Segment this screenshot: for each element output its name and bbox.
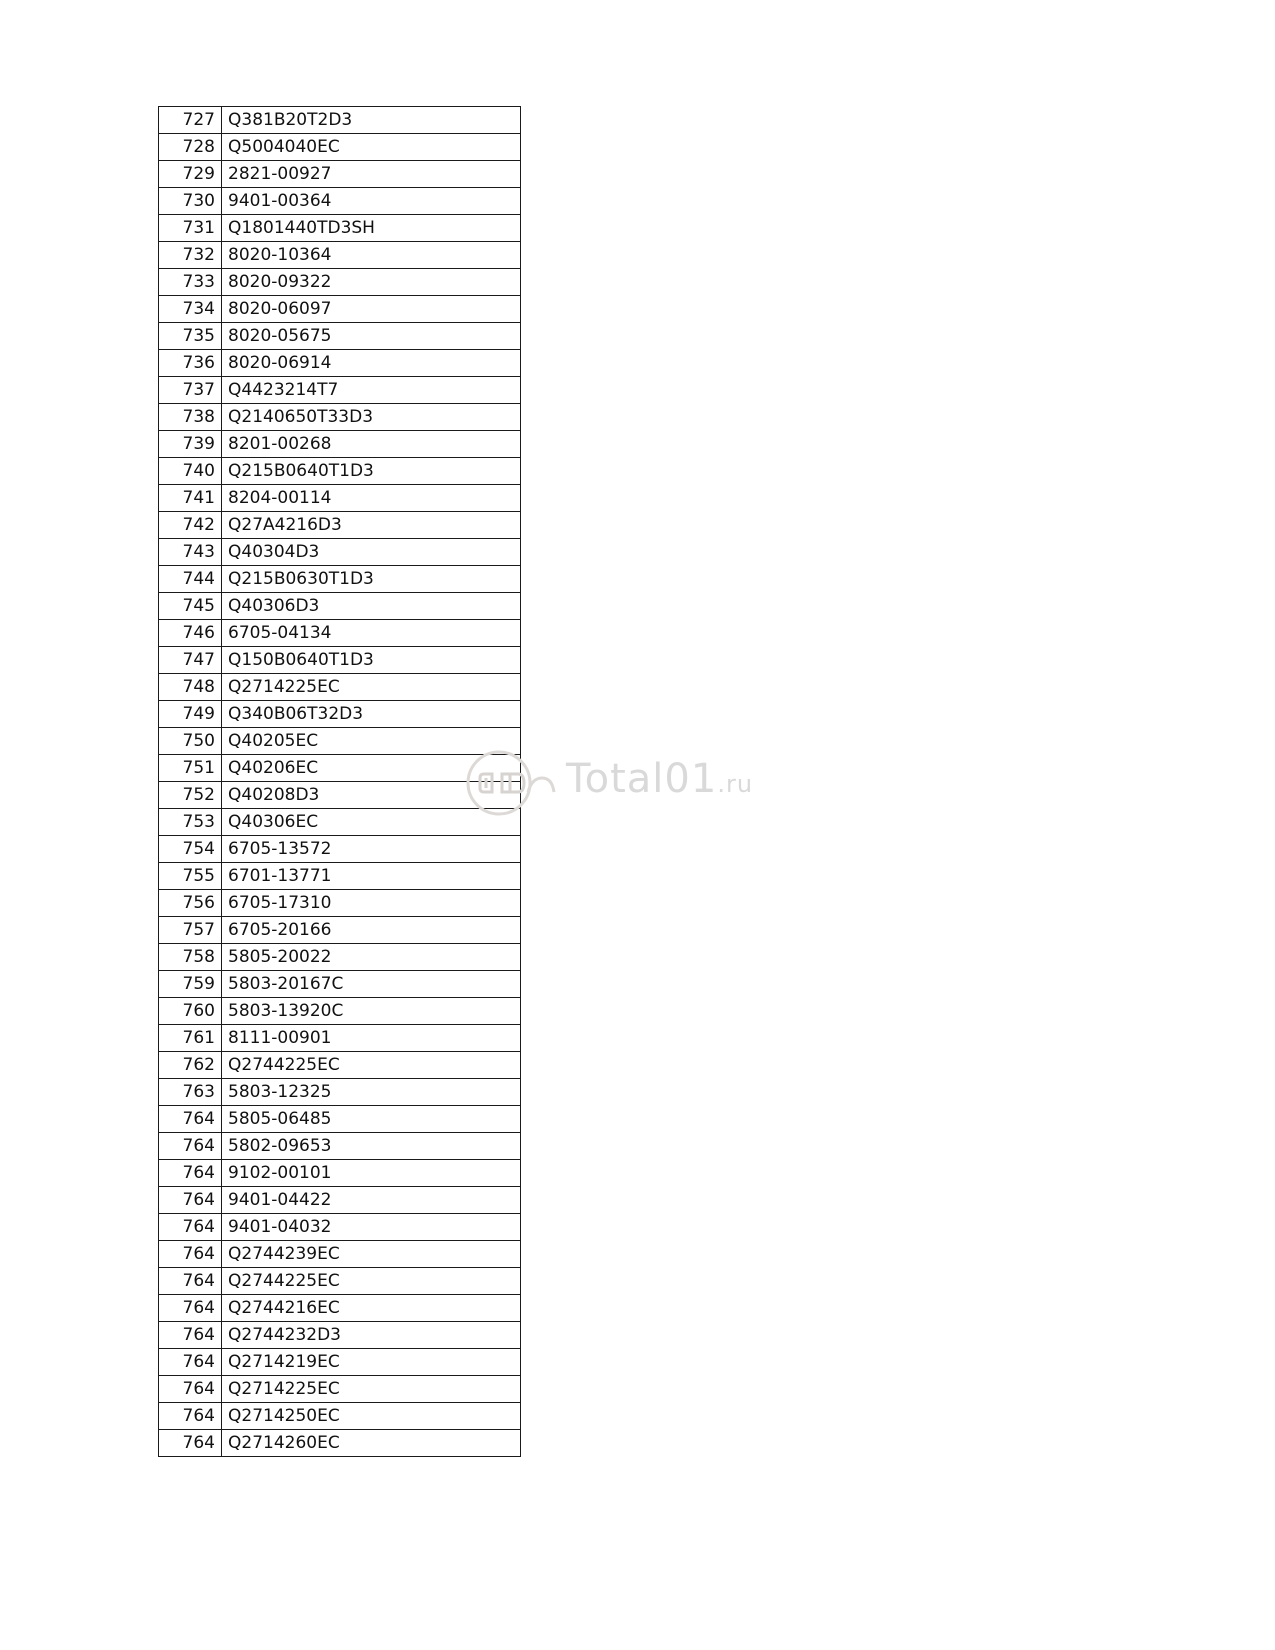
row-number-cell: 764 [159, 1241, 222, 1268]
row-number-cell: 763 [159, 1079, 222, 1106]
part-code-cell: 5803-13920C [222, 998, 521, 1025]
row-number-cell: 733 [159, 269, 222, 296]
part-code-cell: 2821-00927 [222, 161, 521, 188]
part-code-cell: Q40205EC [222, 728, 521, 755]
row-number-cell: 734 [159, 296, 222, 323]
table-row [159, 809, 521, 836]
part-code-cell: Q215B0640T1D3 [222, 458, 521, 485]
row-number-cell: 743 [159, 539, 222, 566]
table-row [159, 377, 521, 404]
row-number-cell: 732 [159, 242, 222, 269]
row-number-cell: 764 [159, 1268, 222, 1295]
part-code-cell: Q27A4216D3 [222, 512, 521, 539]
parts-table-body [159, 107, 521, 1457]
part-code-cell: 8111-00901 [222, 1025, 521, 1052]
row-number-cell: 744 [159, 566, 222, 593]
table-row [159, 701, 521, 728]
row-number-cell: 750 [159, 728, 222, 755]
part-code-cell: 9102-00101 [222, 1160, 521, 1187]
part-code-cell: 8201-00268 [222, 431, 521, 458]
row-number-cell: 736 [159, 350, 222, 377]
row-number-cell: 764 [159, 1403, 222, 1430]
table-row [159, 215, 521, 242]
table-row [159, 269, 521, 296]
table-row [159, 539, 521, 566]
row-number-cell: 747 [159, 647, 222, 674]
table-row [159, 674, 521, 701]
table-row [159, 1322, 521, 1349]
table-row [159, 755, 521, 782]
table-row [159, 1349, 521, 1376]
table-row [159, 404, 521, 431]
part-code-cell: 5803-20167C [222, 971, 521, 998]
row-number-cell: 764 [159, 1376, 222, 1403]
row-number-cell: 754 [159, 836, 222, 863]
table-row [159, 296, 521, 323]
part-code-cell: 8020-06097 [222, 296, 521, 323]
part-code-cell: Q2744225EC [222, 1268, 521, 1295]
row-number-cell: 728 [159, 134, 222, 161]
part-code-cell: Q2714260EC [222, 1430, 521, 1457]
row-number-cell: 727 [159, 107, 222, 134]
watermark-suffix: .ru [717, 770, 754, 798]
row-number-cell: 753 [159, 809, 222, 836]
part-code-cell: 6705-04134 [222, 620, 521, 647]
part-code-cell: 9401-04032 [222, 1214, 521, 1241]
part-code-cell: Q2714225EC [222, 674, 521, 701]
row-number-cell: 762 [159, 1052, 222, 1079]
row-number-cell: 758 [159, 944, 222, 971]
row-number-cell: 731 [159, 215, 222, 242]
part-code-cell: 6705-20166 [222, 917, 521, 944]
part-code-cell: Q1801440TD3SH [222, 215, 521, 242]
table-row [159, 458, 521, 485]
row-number-cell: 751 [159, 755, 222, 782]
row-number-cell: 748 [159, 674, 222, 701]
part-code-cell: 6705-13572 [222, 836, 521, 863]
part-code-cell: Q2744239EC [222, 1241, 521, 1268]
table-row [159, 863, 521, 890]
row-number-cell: 730 [159, 188, 222, 215]
part-code-cell: Q40208D3 [222, 782, 521, 809]
table-row [159, 431, 521, 458]
row-number-cell: 764 [159, 1214, 222, 1241]
part-code-cell: 6705-17310 [222, 890, 521, 917]
part-code-cell: Q215B0630T1D3 [222, 566, 521, 593]
row-number-cell: 739 [159, 431, 222, 458]
row-number-cell: 760 [159, 998, 222, 1025]
part-code-cell: 8020-09322 [222, 269, 521, 296]
part-code-cell: Q340B06T32D3 [222, 701, 521, 728]
row-number-cell: 764 [159, 1187, 222, 1214]
part-code-cell: 8020-05675 [222, 323, 521, 350]
part-code-cell: 5805-06485 [222, 1106, 521, 1133]
table-row [159, 647, 521, 674]
table-row [159, 512, 521, 539]
row-number-cell: 761 [159, 1025, 222, 1052]
table-row [159, 1133, 521, 1160]
row-number-cell: 764 [159, 1322, 222, 1349]
part-code-cell: Q381B20T2D3 [222, 107, 521, 134]
part-code-cell: Q2714225EC [222, 1376, 521, 1403]
row-number-cell: 764 [159, 1133, 222, 1160]
part-code-cell: Q40206EC [222, 755, 521, 782]
table-row [159, 1241, 521, 1268]
part-code-cell: Q2744216EC [222, 1295, 521, 1322]
part-code-cell: Q4423214T7 [222, 377, 521, 404]
table-row [159, 242, 521, 269]
part-code-cell: 8204-00114 [222, 485, 521, 512]
table-row [159, 944, 521, 971]
part-code-cell: Q2140650T33D3 [222, 404, 521, 431]
row-number-cell: 752 [159, 782, 222, 809]
row-number-cell: 764 [159, 1349, 222, 1376]
table-row [159, 782, 521, 809]
part-code-cell: Q2714219EC [222, 1349, 521, 1376]
table-row [159, 107, 521, 134]
table-row [159, 566, 521, 593]
parts-table [158, 106, 521, 1457]
part-code-cell: Q2714250EC [222, 1403, 521, 1430]
table-row [159, 1430, 521, 1457]
part-code-cell: 5805-20022 [222, 944, 521, 971]
row-number-cell: 757 [159, 917, 222, 944]
table-row [159, 485, 521, 512]
part-code-cell: Q5004040EC [222, 134, 521, 161]
row-number-cell: 764 [159, 1106, 222, 1133]
part-code-cell: 8020-06914 [222, 350, 521, 377]
row-number-cell: 742 [159, 512, 222, 539]
part-code-cell: Q40304D3 [222, 539, 521, 566]
row-number-cell: 759 [159, 971, 222, 998]
part-code-cell: Q2744225EC [222, 1052, 521, 1079]
table-row [159, 836, 521, 863]
row-number-cell: 756 [159, 890, 222, 917]
part-code-cell: Q40306EC [222, 809, 521, 836]
table-row [159, 593, 521, 620]
table-row [159, 1079, 521, 1106]
watermark-text [566, 756, 753, 802]
row-number-cell: 740 [159, 458, 222, 485]
table-row [159, 323, 521, 350]
part-code-cell: 9401-00364 [222, 188, 521, 215]
part-code-cell: 9401-04422 [222, 1187, 521, 1214]
row-number-cell: 745 [159, 593, 222, 620]
table-row [159, 1052, 521, 1079]
table-row [159, 728, 521, 755]
table-row [159, 1268, 521, 1295]
row-number-cell: 741 [159, 485, 222, 512]
watermark-brand: Total01 [566, 756, 718, 802]
row-number-cell: 764 [159, 1295, 222, 1322]
row-number-cell: 746 [159, 620, 222, 647]
row-number-cell: 729 [159, 161, 222, 188]
row-number-cell: 764 [159, 1430, 222, 1457]
table-row [159, 1403, 521, 1430]
part-code-cell: 6701-13771 [222, 863, 521, 890]
part-code-cell: 8020-10364 [222, 242, 521, 269]
table-row [159, 350, 521, 377]
table-row [159, 161, 521, 188]
part-code-cell: Q2744232D3 [222, 1322, 521, 1349]
table-row [159, 1160, 521, 1187]
table-row [159, 998, 521, 1025]
row-number-cell: 738 [159, 404, 222, 431]
table-row [159, 1187, 521, 1214]
part-code-cell: 5802-09653 [222, 1133, 521, 1160]
row-number-cell: 755 [159, 863, 222, 890]
table-row [159, 1025, 521, 1052]
table-row [159, 971, 521, 998]
row-number-cell: 737 [159, 377, 222, 404]
table-row [159, 917, 521, 944]
part-code-cell: Q150B0640T1D3 [222, 647, 521, 674]
table-row [159, 134, 521, 161]
row-number-cell: 764 [159, 1160, 222, 1187]
part-code-cell: 5803-12325 [222, 1079, 521, 1106]
table-row [159, 1295, 521, 1322]
row-number-cell: 749 [159, 701, 222, 728]
table-row [159, 1376, 521, 1403]
table-row [159, 188, 521, 215]
table-row [159, 620, 521, 647]
part-code-cell: Q40306D3 [222, 593, 521, 620]
row-number-cell: 735 [159, 323, 222, 350]
table-row [159, 1214, 521, 1241]
table-row [159, 1106, 521, 1133]
table-row [159, 890, 521, 917]
